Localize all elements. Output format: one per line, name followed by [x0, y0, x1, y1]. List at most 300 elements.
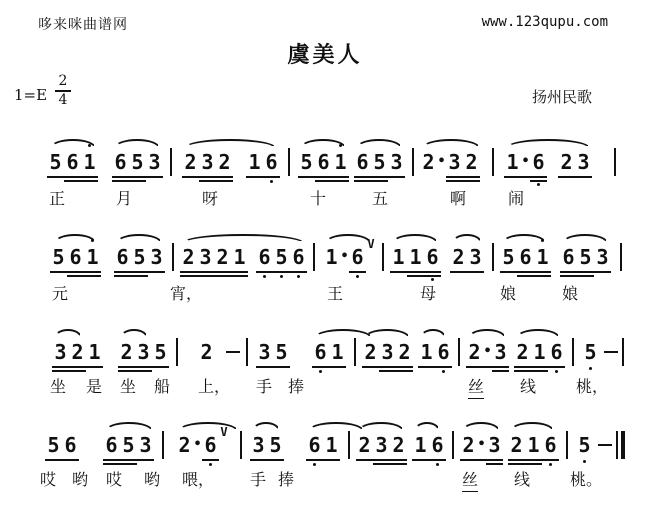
- lyric-char: 啊: [450, 191, 467, 208]
- underline: [263, 176, 280, 178]
- underline: [273, 271, 290, 273]
- underline: [69, 366, 86, 368]
- note-digit: 5: [129, 150, 146, 174]
- underline: [135, 366, 152, 368]
- note-digit: 5: [45, 433, 62, 457]
- underline: [531, 366, 548, 368]
- measure-group: [52, 340, 103, 364]
- note-digit: 6: [256, 245, 273, 269]
- measure-group: [256, 340, 290, 364]
- note-digit: 6: [306, 433, 323, 457]
- slur-arc: [178, 422, 238, 431]
- site-url: www.123qupu.com: [481, 14, 608, 30]
- song-title: 虞美人: [287, 42, 363, 67]
- underline: [349, 271, 366, 273]
- underline: [542, 459, 559, 461]
- underline: [137, 459, 154, 461]
- underline: [103, 463, 120, 465]
- note-digit: 6: [517, 245, 534, 269]
- slur-arc: [300, 139, 346, 148]
- lyric-char: 手: [250, 472, 267, 489]
- underline: [388, 176, 405, 178]
- underline: [273, 366, 290, 368]
- measure-group: [198, 340, 215, 364]
- measure-group: [354, 150, 405, 174]
- underline: [412, 459, 429, 461]
- note-digit: 6: [64, 150, 81, 174]
- underline: [514, 366, 531, 368]
- lyric-char: 闹: [508, 191, 525, 208]
- measure-group: [45, 433, 79, 457]
- lyric-char: 哎: [106, 472, 123, 489]
- underline: [424, 271, 441, 273]
- note-digit: 1: [231, 245, 248, 269]
- underline: [323, 459, 340, 461]
- underline: [450, 271, 467, 273]
- underline: [180, 271, 197, 273]
- underline: [67, 275, 84, 277]
- underline: [131, 271, 148, 273]
- note-digit: 1: [407, 245, 424, 269]
- note-digit: 2: [466, 340, 483, 364]
- note-digit: 1: [84, 245, 101, 269]
- note-digit: 5: [577, 245, 594, 269]
- note-digit: 2: [558, 150, 575, 174]
- underline: [390, 463, 407, 465]
- note-digit: 5: [298, 150, 315, 174]
- slur-arc: [452, 234, 482, 243]
- note-digit: 6: [263, 150, 280, 174]
- underline: [199, 180, 216, 182]
- note-digit: 1: [525, 433, 542, 457]
- slur-arc: [506, 139, 590, 148]
- lyric-char: 手: [256, 379, 273, 396]
- slur-arc: [502, 234, 546, 243]
- barline: [354, 338, 356, 366]
- lyric-char: 丝: [462, 467, 478, 492]
- note-digit: 2: [396, 340, 413, 364]
- underline: [508, 459, 525, 461]
- underline: [64, 176, 81, 178]
- note-digit: 6: [67, 245, 84, 269]
- slur-arc: [392, 234, 438, 243]
- slur-arc: [356, 139, 402, 148]
- note-digit: 6: [429, 433, 446, 457]
- barline: [348, 431, 350, 459]
- lyric-char: 桃，: [576, 379, 609, 396]
- rhythm-dot: •: [437, 154, 446, 169]
- underline: [390, 271, 407, 273]
- measure-group: [112, 150, 163, 174]
- time-signature-numerator: 2: [58, 73, 68, 89]
- underline: [129, 176, 146, 178]
- note-digit: 6: [290, 245, 307, 269]
- underline: [329, 366, 346, 368]
- lyric-char: 五: [372, 191, 389, 208]
- underline: [534, 271, 551, 273]
- slur-arc: [54, 234, 96, 243]
- underline: [418, 366, 435, 368]
- note-digit: 5: [131, 245, 148, 269]
- duration-dash: [598, 444, 612, 446]
- underline: [467, 271, 484, 273]
- underline: [531, 370, 548, 372]
- note-digit: 5: [120, 433, 137, 457]
- slur-arc: [54, 329, 82, 338]
- slur-arc: [114, 139, 160, 148]
- measure-group: [412, 433, 446, 457]
- measure-group: [312, 340, 346, 364]
- underline: [517, 275, 534, 277]
- underline: [52, 366, 69, 368]
- underline: [47, 176, 64, 178]
- underline: [146, 176, 163, 178]
- underline: [577, 275, 594, 277]
- slur-arc: [50, 139, 96, 148]
- note-digit: 5: [152, 340, 169, 364]
- underline: [396, 366, 413, 368]
- note-digit: 6: [560, 245, 577, 269]
- underline: [216, 180, 233, 182]
- barline: [620, 243, 622, 271]
- lyric-char: 捧: [278, 472, 295, 489]
- underline: [202, 459, 219, 461]
- note-digit: 6: [202, 433, 219, 457]
- underline: [356, 459, 373, 461]
- underline: [315, 180, 332, 182]
- measure-group: [420, 150, 480, 174]
- note-digit: 2: [356, 433, 373, 457]
- barline: [452, 431, 454, 459]
- octave-dot-low: [280, 275, 283, 278]
- rhythm-dot: •: [521, 150, 530, 174]
- underline: [463, 180, 480, 182]
- underline: [424, 275, 441, 277]
- rhythm-dot: •: [483, 340, 492, 364]
- underline: [525, 459, 542, 461]
- note-digit: 5: [273, 340, 290, 364]
- underline: [371, 176, 388, 178]
- underline: [575, 176, 592, 178]
- barline: [240, 431, 242, 459]
- underline: [231, 271, 248, 273]
- note-digit: 1: [504, 150, 521, 174]
- underline: [504, 176, 521, 178]
- note-digit: 2: [422, 150, 435, 174]
- barline: [288, 148, 290, 176]
- note-digit: 1: [418, 340, 435, 364]
- lyric-char: 桃。: [570, 472, 603, 489]
- measure-group: [356, 433, 407, 457]
- duration-dash: [604, 351, 618, 353]
- slur-arc: [325, 234, 371, 243]
- octave-dot-low: [583, 460, 586, 463]
- slur-arc: [120, 329, 148, 338]
- underline: [214, 275, 231, 277]
- underline: [52, 370, 69, 372]
- measure-group: [500, 245, 551, 269]
- slur-arc: [510, 422, 554, 431]
- final-barline-thin: [616, 431, 618, 459]
- underline: [197, 275, 214, 277]
- note-digit: 2: [216, 150, 233, 174]
- underline: [486, 463, 503, 465]
- underline: [81, 180, 98, 182]
- measure-group: [180, 245, 248, 269]
- underline: [84, 271, 101, 273]
- underline: [214, 271, 231, 273]
- note-digit: 3: [146, 150, 163, 174]
- underline: [64, 180, 81, 182]
- underline: [306, 459, 323, 461]
- measure-group: [306, 433, 340, 457]
- note-digit: 6: [315, 150, 332, 174]
- measure-group: [250, 433, 284, 457]
- measure-group: [246, 150, 280, 174]
- note-digit: 5: [582, 340, 599, 364]
- octave-dot-low: [549, 463, 552, 466]
- rhythm-dot: •: [340, 249, 349, 264]
- key-signature: 1=E: [14, 86, 48, 104]
- octave-dot-low: [319, 370, 322, 373]
- underline: [492, 370, 509, 372]
- underline: [500, 271, 517, 273]
- underline: [379, 366, 396, 368]
- lyric-char: 哎: [40, 472, 57, 489]
- underline: [429, 459, 446, 461]
- underline: [492, 366, 509, 368]
- note-digit: 2: [214, 245, 231, 269]
- underline: [477, 459, 486, 461]
- underline: [84, 275, 101, 277]
- lyric-char: 哟: [72, 472, 89, 489]
- lyric-char: 宵，: [170, 286, 203, 303]
- underline: [112, 180, 129, 182]
- slur-arc: [252, 422, 280, 431]
- underline: [103, 459, 120, 461]
- underline: [463, 176, 480, 178]
- underline: [246, 176, 263, 178]
- underline: [298, 176, 315, 178]
- note-digit: 1: [534, 245, 551, 269]
- measure-group: [582, 340, 599, 364]
- underline: [182, 176, 199, 178]
- measure-group: [182, 150, 233, 174]
- measure-group: [418, 340, 452, 364]
- note-digit: 6: [530, 150, 547, 174]
- note-digit: 3: [373, 433, 390, 457]
- note-digit: 6: [542, 433, 559, 457]
- octave-dot-low: [442, 370, 445, 373]
- note-digit: 3: [446, 150, 463, 174]
- underline: [112, 176, 129, 178]
- note-digit: 1: [81, 150, 98, 174]
- measure-group: [118, 340, 169, 364]
- song-credit: 扬州民歌: [531, 90, 592, 106]
- note-digit: 5: [576, 433, 593, 457]
- note-digit: 1: [412, 433, 429, 457]
- slur-arc: [105, 422, 153, 431]
- underline: [354, 176, 371, 178]
- note-digit: 2: [69, 340, 86, 364]
- note-digit: 2: [182, 150, 199, 174]
- barline: [566, 431, 568, 459]
- measure-group: [103, 433, 154, 457]
- note-digit: 2: [362, 340, 379, 364]
- underline: [332, 176, 349, 178]
- slur-arc: [468, 329, 506, 338]
- measure-group: [256, 245, 307, 269]
- note-digit: 3: [256, 340, 273, 364]
- underline: [560, 271, 577, 273]
- note-digit: 1: [323, 433, 340, 457]
- note-digit: 6: [349, 245, 366, 269]
- underline: [81, 176, 98, 178]
- barline: [382, 243, 384, 271]
- underline: [460, 459, 477, 461]
- slur-arc: [364, 329, 410, 338]
- underline: [216, 176, 233, 178]
- note-digit: 1: [325, 245, 338, 269]
- note-digit: 6: [435, 340, 452, 364]
- measure-group: [323, 237, 376, 269]
- barline: [412, 148, 414, 176]
- measure-group: [560, 245, 611, 269]
- note-digit: 3: [492, 340, 509, 364]
- lyric-char: 是: [86, 379, 103, 396]
- underline: [407, 271, 424, 273]
- underline: [483, 366, 492, 368]
- lyric-char: 丝: [468, 374, 484, 399]
- lyric-char: 线: [514, 472, 531, 489]
- underline: [62, 459, 79, 461]
- slur-arc: [420, 329, 446, 338]
- measure-group: [176, 425, 229, 457]
- underline: [594, 271, 611, 273]
- note-digit: 1: [332, 150, 349, 174]
- note-digit: 3: [199, 150, 216, 174]
- note-digit: 5: [267, 433, 284, 457]
- measure-group: [504, 150, 547, 174]
- underline: [148, 271, 165, 273]
- slur-arc: [516, 329, 560, 338]
- measure-group: [50, 245, 101, 269]
- rhythm-dot: •: [477, 433, 486, 457]
- note-digit: 2: [514, 340, 531, 364]
- measure-group: [460, 433, 503, 457]
- octave-dot-low: [297, 275, 300, 278]
- octave-dot-low: [313, 463, 316, 466]
- octave-dot-low: [263, 275, 266, 278]
- note-digit: 5: [47, 150, 64, 174]
- lyric-char: 呀: [202, 191, 219, 208]
- underline: [560, 275, 577, 277]
- note-digit: 2: [118, 340, 135, 364]
- underline: [256, 271, 273, 273]
- underline: [45, 459, 62, 461]
- underline: [435, 366, 452, 368]
- barline: [492, 148, 494, 176]
- underline: [373, 463, 390, 465]
- note-digit: 3: [379, 340, 396, 364]
- note-digit: 6: [112, 150, 129, 174]
- measure-group: [576, 433, 593, 457]
- octave-dot-low: [209, 463, 212, 466]
- underline: [152, 366, 169, 368]
- underline: [86, 366, 103, 368]
- underline: [558, 176, 575, 178]
- barline: [313, 243, 315, 271]
- barline: [162, 431, 164, 459]
- note-digit: 6: [354, 150, 371, 174]
- note-digit: 2: [200, 340, 213, 364]
- slur-arc: [358, 422, 404, 431]
- slur-arc: [422, 139, 480, 148]
- note-digit: 6: [114, 245, 131, 269]
- underline: [407, 275, 424, 277]
- note-digit: 3: [594, 245, 611, 269]
- underline: [231, 275, 248, 277]
- underline: [354, 180, 371, 182]
- underline: [446, 176, 463, 178]
- measure-group: [450, 245, 484, 269]
- note-digit: 1: [246, 150, 263, 174]
- octave-dot-low: [555, 370, 558, 373]
- time-signature-denominator: 4: [58, 91, 68, 108]
- note-digit: 1: [531, 340, 548, 364]
- underline: [250, 459, 267, 461]
- note-digit: 3: [197, 245, 214, 269]
- lyric-char: 坐: [120, 379, 137, 396]
- measure-group: [298, 150, 349, 174]
- underline: [521, 176, 530, 178]
- breath-mark: V: [220, 425, 228, 439]
- slur-arc: [182, 234, 304, 243]
- note-digit: 2: [450, 245, 467, 269]
- lyric-char: 坐: [50, 379, 67, 396]
- rhythm-dot: •: [193, 437, 202, 452]
- measure-group: [558, 150, 592, 174]
- lyric-char: 娘: [500, 286, 517, 303]
- note-digit: 5: [50, 245, 67, 269]
- note-digit: 6: [424, 245, 441, 269]
- note-digit: 3: [52, 340, 69, 364]
- barline: [622, 338, 624, 366]
- underline: [135, 370, 152, 372]
- underline: [69, 370, 86, 372]
- underline: [514, 370, 531, 372]
- underline: [486, 459, 503, 461]
- note-digit: 2: [178, 433, 191, 457]
- underline: [131, 275, 148, 277]
- barline: [246, 338, 248, 366]
- note-digit: 2: [460, 433, 477, 457]
- slur-arc: [116, 234, 162, 243]
- note-digit: 2: [180, 245, 197, 269]
- underline: [120, 459, 137, 461]
- underline: [390, 459, 407, 461]
- underline: [508, 463, 525, 465]
- lyric-char: 元: [52, 286, 69, 303]
- slur-arc: [562, 234, 608, 243]
- note-digit: 6: [62, 433, 79, 457]
- underline: [371, 180, 388, 182]
- octave-dot-low: [436, 463, 439, 466]
- note-digit: 6: [103, 433, 120, 457]
- site-name: 哆来咪曲谱网: [38, 18, 128, 33]
- underline: [114, 271, 131, 273]
- lyric-char: 船: [154, 379, 171, 396]
